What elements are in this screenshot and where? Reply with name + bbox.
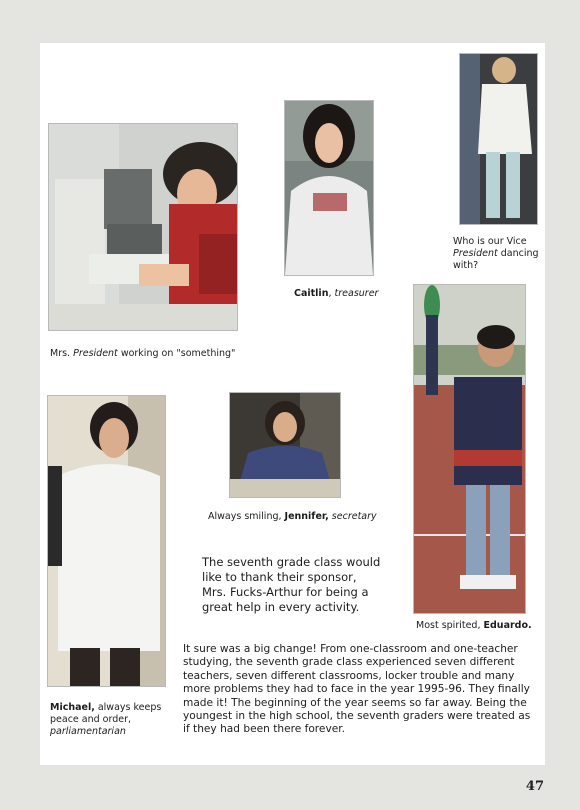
caption-treasurer bbox=[294, 288, 378, 300]
caption-parliamentarian-line1-rest: always keeps bbox=[94, 702, 162, 713]
story-line: made it! The beginning of the year seems so far away. Being the bbox=[183, 696, 527, 709]
photo-president-at-computer bbox=[48, 123, 238, 331]
caption-parliamentarian-name: Michael, bbox=[50, 702, 95, 713]
caption-spirited bbox=[416, 620, 532, 632]
caption-treasurer-role: treasurer bbox=[334, 288, 379, 299]
story-line: more problems they had to face in the year 1995-96. They finally bbox=[183, 683, 530, 696]
caption-secretary-prefix: Always smiling, bbox=[208, 511, 285, 522]
caption-vice-line3: with? bbox=[453, 260, 479, 271]
thanks-line: The seventh grade class would bbox=[202, 555, 381, 569]
story-line: teachers, seven different classrooms, locker trouble and many bbox=[183, 669, 515, 682]
photo-michael bbox=[47, 395, 166, 687]
caption-vice-role: President bbox=[453, 248, 498, 259]
caption-vice-line1: Who is our Vice bbox=[453, 236, 527, 247]
photo-caitlin bbox=[284, 100, 374, 276]
caption-parliamentarian-line3: parliamentarian bbox=[50, 726, 126, 737]
thanks-line: like to thank their sponsor, bbox=[202, 570, 357, 584]
page-number: 47 bbox=[525, 779, 544, 794]
caption-parliamentarian bbox=[50, 702, 175, 738]
caption-secretary bbox=[208, 511, 377, 523]
caption-president-rest: working on "something" bbox=[117, 348, 236, 359]
caption-treasurer-name: Caitlin bbox=[294, 288, 329, 299]
story-line: youngest in the high school, the seventh graders were treated as bbox=[183, 710, 531, 723]
caption-parliamentarian-line2: peace and order, bbox=[50, 714, 132, 725]
photo-jennifer bbox=[229, 392, 341, 498]
thanks-line: Mrs. Fucks-Arthur for being a bbox=[202, 585, 369, 599]
story-line: studying, the seventh grade class experienced seven different bbox=[183, 656, 515, 669]
story-line: It sure was a big change! From one-classroom and one-teacher bbox=[183, 643, 518, 655]
caption-secretary-name: Jennifer, bbox=[284, 511, 329, 522]
caption-spirited-prefix: Most spirited, bbox=[416, 620, 484, 631]
caption-vice-line2-rest: dancing bbox=[497, 248, 539, 259]
caption-secretary-role: secretary bbox=[328, 511, 377, 522]
caption-vice-president bbox=[453, 236, 543, 272]
photo-eduardo bbox=[413, 284, 526, 614]
thanks-paragraph bbox=[202, 555, 382, 615]
caption-president-name: Mrs. bbox=[50, 348, 74, 359]
caption-president-role: President bbox=[73, 348, 118, 359]
caption-spirited-name: Eduardo. bbox=[483, 620, 532, 631]
caption-president bbox=[50, 348, 235, 360]
photo-vice-president-dancing bbox=[459, 53, 538, 225]
story-paragraph bbox=[183, 643, 538, 737]
caption-treasurer-sep: , bbox=[328, 288, 335, 299]
thanks-line: great help in every activity. bbox=[202, 600, 360, 614]
story-line: if they had been there forever. bbox=[183, 723, 345, 736]
